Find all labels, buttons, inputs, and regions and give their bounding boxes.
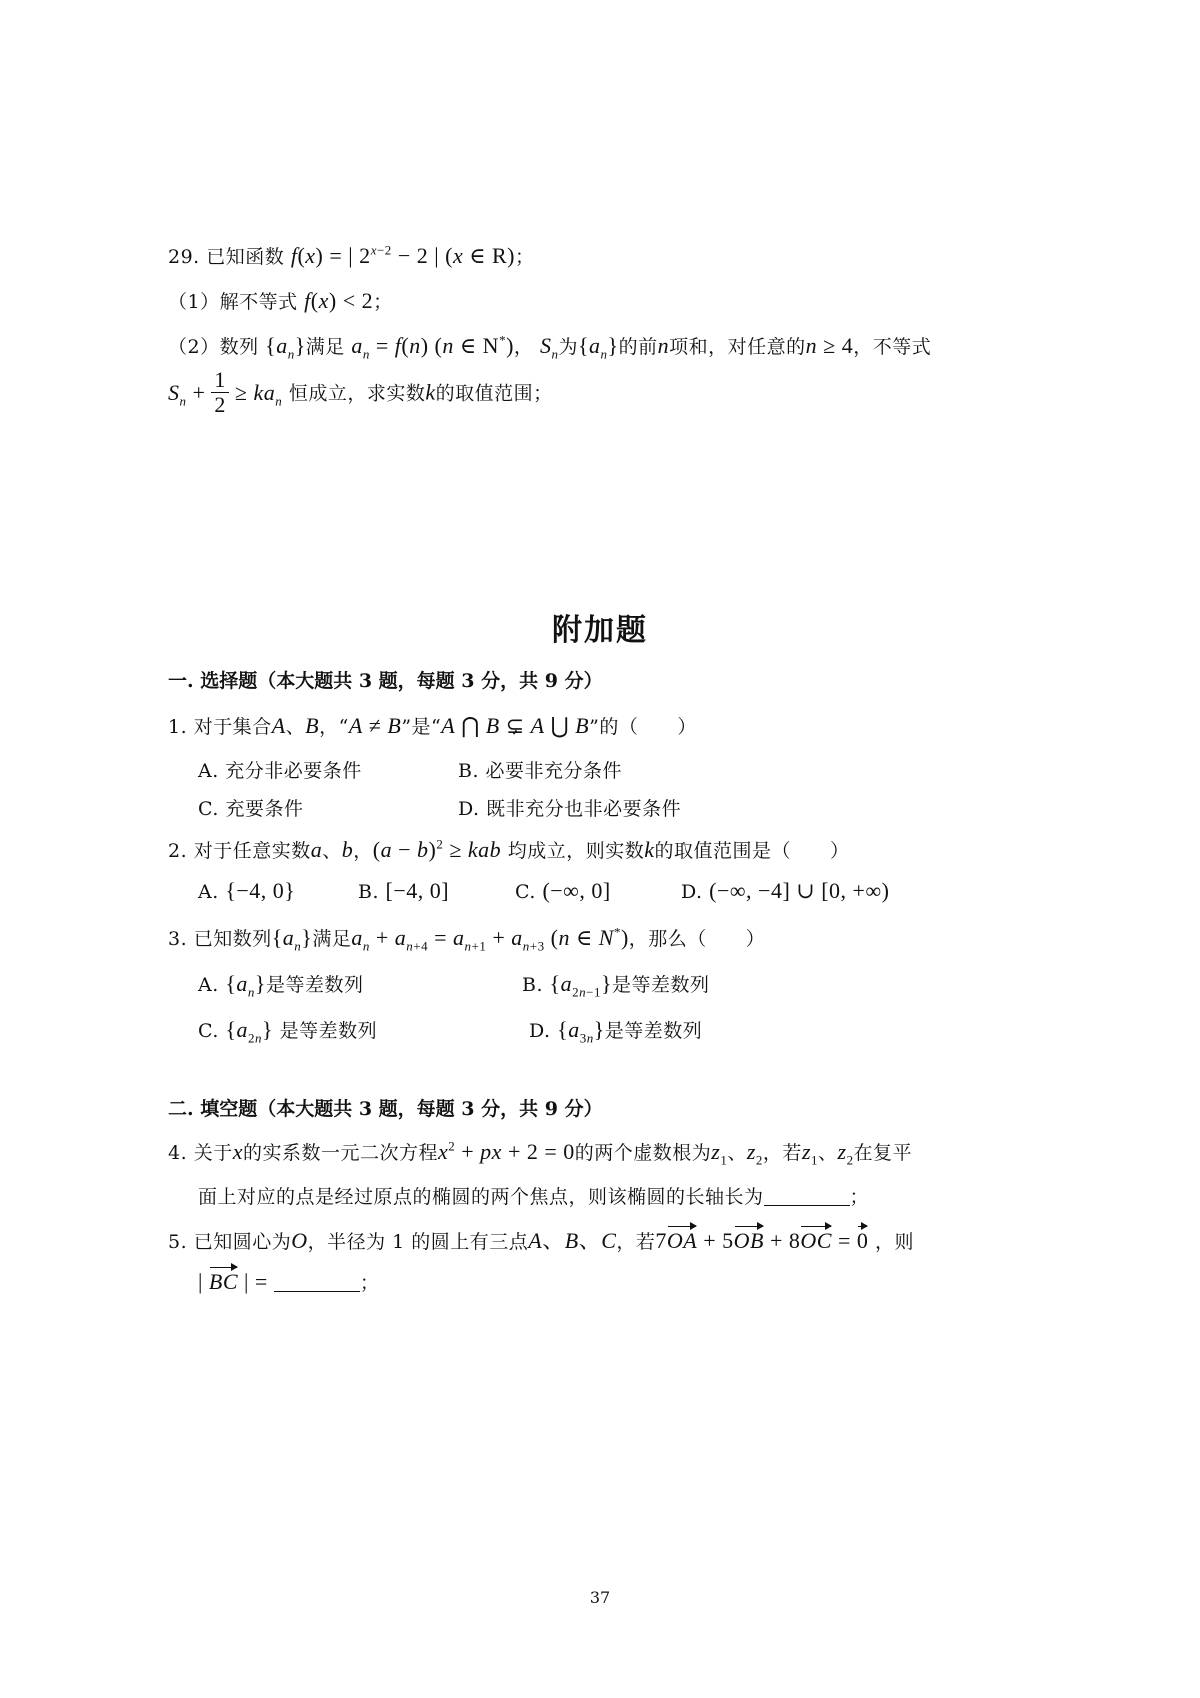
q1-option-c: C. 充要条件 [198, 798, 304, 820]
q1-option-d: D. 既非充分也非必要条件 [458, 798, 682, 820]
q3-option-d: D. $\{a_{3n}\}$是等差数列 [529, 1017, 703, 1046]
q29-part2-line1: （2）数列 $\{a_n\}$满足 $a_n = f(n)$ (n ∈ N*)， $S_n$为$\{a_n\}$的前n项和，对任意的n ≥ 4，不等式 [168, 332, 932, 362]
section-2-heading: 二. 填空题（本大题共 3 题，每题 3 分，共 9 分） [168, 1098, 603, 1120]
q5-line2: | BC | = ； [198, 1269, 380, 1294]
q29-intro: 已知函数 [206, 246, 285, 268]
q3-option-c: C. $\{a_{2n}\}$ 是等差数列 [198, 1017, 378, 1046]
section-1-heading: 一. 选择题（本大题共 3 题，每题 3 分，共 9 分） [168, 670, 603, 692]
q3-option-a: A. $\{a_n\}$是等差数列 [198, 971, 364, 1000]
q3-stem: 3. 已知数列$\{a_n\}$满足$a_n + a_{n+4} = a_{n+1} + a_{n+3}$ (n ∈ N*)，那么（ ） [168, 924, 766, 954]
q29-part2-line2: $S_n$ + $\frac{1}{2}$ ≥ $ka_n$ 恒成立，求实数k的取值范围； [168, 367, 553, 417]
appendix-title: 附加题 [552, 613, 648, 648]
q29-function: f(x) = | $2^{x-2} - 2$ | (x ∈ R) [290, 242, 516, 268]
q2-stem: 2. 对于任意实数a、b，$(a - b)^2$ ≥ kab 均成立，则实数k的取值范围是（ ） [168, 836, 850, 862]
page-number: 37 [589, 1588, 611, 1607]
q3-option-b: B. $\{a_{2n-1}\}$是等差数列 [522, 971, 710, 1000]
answer-blank[interactable] [274, 1273, 360, 1292]
q2-option-b: B. [−4, 0] [358, 878, 450, 903]
q2-option-c: C. (−∞, 0] [515, 878, 611, 903]
q2-option-d: D. (−∞, −4] ∪ [0, +∞) [681, 878, 890, 903]
q1-option-b: B. 必要非充分条件 [458, 760, 623, 782]
q5-line1: 5. 已知圆心为O，半径为 1 的圆上有三点A、B、C，若7OA + 5OB + 8OC = 0 ，则 [168, 1228, 914, 1253]
q29-label: 29. [168, 246, 200, 268]
q2-option-a: A. {−4, 0} [198, 878, 296, 903]
q29-part1: （1）解不等式 f(x) < 2； [168, 288, 393, 313]
q1-option-a: A. 充分非必要条件 [198, 760, 362, 782]
q1-stem: 1. 对于集合A、B，“A ≠ B”是“A ⋂ B ⊊ A ⋃ B”的（ ） [168, 713, 697, 738]
q4-line2: 面上对应的点是经过原点的椭圆的两个焦点，则该椭圆的长轴长为 ； [198, 1186, 870, 1208]
q4-line1: 4. 关于x的实系数一元二次方程$x^2$ + px + 2 = 0的两个虚数根为$z_1$、$z_2$，若$z_1$、$z_2$在复平 [168, 1138, 913, 1168]
answer-blank[interactable] [764, 1187, 850, 1206]
q29-line1: 29. 已知函数 f(x) = | $2^{x-2} - 2$ | (x ∈ R)； [168, 242, 535, 268]
q29-part1-inequality: f(x) < 2 [304, 288, 374, 313]
